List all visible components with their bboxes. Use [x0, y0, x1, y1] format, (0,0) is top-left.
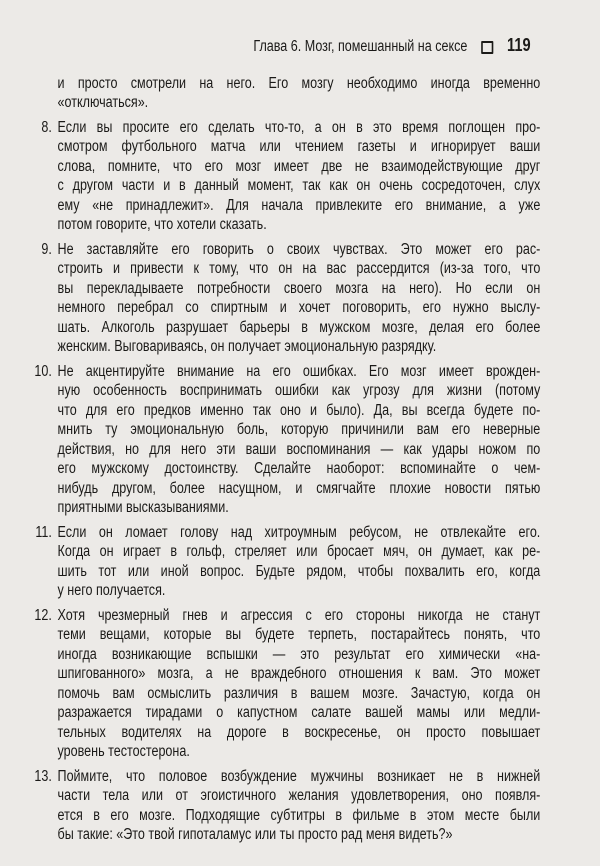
text-line: шать. Алкоголь разрушает барьеры в мужском мозге, делая его более	[57, 318, 541, 336]
text-line: действия, но для него эти ваши воспоминания — как удары ножом по	[57, 440, 541, 458]
numbered-list	[30, 118, 540, 845]
item-text	[58, 523, 541, 601]
text-line: разражается тирадами о капустном салате вашей мамы или медли-	[57, 704, 541, 721]
text-line: немного перебрал со спиртным и хочет поговорить, его нужно выслу-	[57, 299, 541, 316]
text-line: потом говорите, что хотели сказать.	[57, 216, 267, 233]
list-item	[30, 767, 540, 845]
text-line: Поймите, что половое возбуждение мужчины возникает не в нижней	[57, 767, 541, 785]
chapter-title: Глава 6. Мозг, помешанный на сексе	[253, 38, 468, 55]
list-item	[30, 362, 540, 518]
item-text	[58, 767, 541, 845]
text-line: иногда возникающие вспышки — это результат его химически «на-	[57, 645, 541, 663]
page-content	[30, 0, 540, 845]
item-text	[58, 240, 541, 357]
text-line: с другом части и в данный момент, так как он очень сосредоточен, слух	[57, 177, 541, 194]
list-item	[30, 240, 540, 357]
text-line: Хотя чрезмерный гнев и агрессия с его стороны никогда не станут	[57, 606, 541, 624]
list-item	[30, 118, 540, 235]
item-number: 9.	[41, 240, 52, 258]
text-line: его мужскому достоинству. Сделайте наоборот: вспоминайте о чем-	[57, 460, 541, 477]
text-line: части тела или от эгоистичного желания удовлетворения, оно появля-	[57, 787, 541, 804]
text-line: бы такие: «Это твой гипоталамус или ты просто рад меня видеть?»	[57, 826, 453, 843]
item-number: 12.	[34, 606, 52, 624]
text-line: у него получается.	[57, 582, 166, 599]
text-line: ему «не принадлежит». Для начала привлеките его внимание, а уже	[57, 196, 541, 214]
paragraph-continuation	[58, 74, 541, 113]
open-square-icon	[481, 41, 493, 54]
text-line: тельных водителях на дороге в воскресенье, он просто повышает	[57, 723, 541, 741]
text-line: женским. Выговариваясь, он получает эмоциональную разрядку.	[57, 338, 437, 355]
item-number: 13.	[34, 767, 52, 785]
item-text	[58, 362, 541, 518]
text-line: помочь вам осмыслить различия в вашем мозге. Зачастую, когда он	[57, 684, 541, 702]
text-line: ную особенность воспринимать ошибки как угрозу для жизни (потому	[57, 382, 541, 399]
text-line: Если он ломает голову над хитроумным ребусом, не отвлекайте его.	[57, 523, 541, 541]
text-line: мнить ту эмоциональную боль, которую причинили вам его неверные	[57, 421, 541, 438]
text-line: смотром футбольного матча или чтением газеты и игнорирует ваши	[57, 138, 541, 155]
text-line: слова, помните, что его мозг имеет две не взаимодействующие друг	[57, 157, 541, 175]
item-text	[58, 606, 541, 762]
text-line: Не акцентируйте внимание на его ошибках. Его мозг имеет врожден-	[57, 362, 541, 380]
item-number: 11.	[35, 523, 52, 541]
text-line: и просто смотрели на него. Его мозгу необходимо иногда временно	[57, 74, 541, 92]
list-item	[30, 606, 540, 762]
item-text	[58, 118, 541, 235]
text-line: шпигованного» мозга, а не враждебного отношения к вам. Это может	[57, 665, 541, 682]
text-line: уровень тестостерона.	[57, 743, 190, 760]
text-line: нибудь другом, более насущном, и смягчайте плохие новости пятью	[57, 479, 541, 497]
text-line: «отключаться».	[57, 94, 149, 111]
text-line: что для его предков именно так оно и было). Да, вы всегда будете по-	[57, 401, 541, 419]
page-number: 119	[507, 35, 531, 55]
list-item	[30, 523, 540, 601]
text-line: ется в его мозге. Подходящие субтитры в фильме в этом месте были	[57, 806, 541, 824]
text-line: вы перекладываете потребности своего мозга на него). Но если он	[57, 279, 541, 297]
running-header	[30, 36, 540, 57]
item-number: 10.	[34, 362, 52, 380]
text-line: Когда он играет в гольф, стреляет или бросает мяч, он думает, как ре-	[57, 543, 541, 560]
text-line: приятными высказываниями.	[57, 499, 229, 516]
text-line: теми вещами, которые вы будете терпеть, постарайтесь понять, что	[57, 626, 541, 643]
text-line: шить тот или иной вопрос. Будьте рядом, чтобы похвалить его, когда	[57, 562, 541, 580]
text-line: Если вы просите его сделать что-то, а он в это время поглощен про-	[57, 118, 541, 136]
item-number: 8.	[41, 118, 52, 136]
text-line: Не заставляйте его говорить о своих чувствах. Это может его рас-	[57, 240, 541, 258]
text-line: строить и привести к тому, что он на вас рассердится (из-за того, что	[57, 260, 541, 277]
